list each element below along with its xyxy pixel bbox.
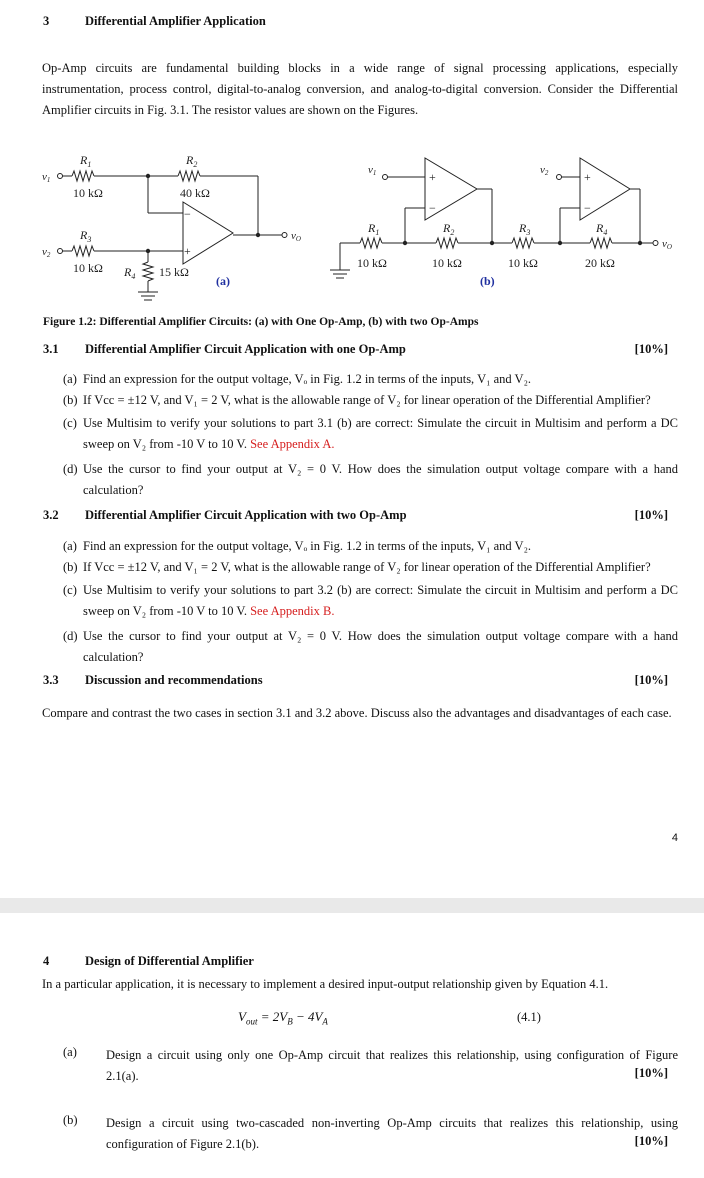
q-3-1-a: (a) Find an expression for the output voltage, Vₒ in Fig. 1.2 in terms of the inputs, V₁ and V₂. bbox=[63, 372, 532, 386]
section-4-intro: In a particular application, it is necessary to implement a desired input-output relationship given by Equation 4.1. bbox=[42, 977, 609, 991]
section-3-1-weight: [10%] bbox=[634, 342, 668, 356]
fig-a-tag: (a) bbox=[216, 274, 230, 288]
appendix-a-link[interactable]: See Appendix A. bbox=[250, 437, 335, 451]
fig-a-r2-value: 40 kΩ bbox=[180, 186, 210, 200]
opamp-a-plus: + bbox=[184, 244, 191, 258]
fig-b-v2-label: v2 bbox=[540, 164, 549, 177]
fig-b-r3-label: $R_3$ bbox=[519, 221, 531, 237]
fig-b-r2-value: 10 kΩ bbox=[432, 256, 462, 270]
opamp-b2-minus: − bbox=[584, 201, 591, 215]
section-4-number: 4 bbox=[43, 954, 50, 968]
fig-b-v1-label: v1 bbox=[368, 164, 377, 177]
figure-caption: Figure 1.2: Differential Amplifier Circuits: (a) with One Op-Amp, (b) with two Op-Amps bbox=[43, 316, 479, 328]
q-4-a-text: Design a circuit using only one Op-Amp circuit that realizes this relationship, using configuration of Figure 2.1(a). bbox=[106, 1048, 678, 1083]
q-3-1-d: (d) Use the cursor to find your output at V₂ = 0 V. How does the simulation output voltage compare with a hand calculation? bbox=[63, 462, 678, 497]
opamp-a-minus: − bbox=[184, 207, 191, 221]
opamp-b1-minus: − bbox=[429, 201, 436, 215]
fig-a-r3-value: 10 kΩ bbox=[73, 261, 103, 275]
fig-b-r4-value: 20 kΩ bbox=[585, 256, 615, 270]
appendix-b-link[interactable]: See Appendix B. bbox=[250, 604, 335, 618]
q-3-2-b: (b) If Vcc = ±12 V, and V₁ = 2 V, what is the allowable range of V₂ for linear operation of the Differential Amplifier? bbox=[63, 560, 651, 574]
q-4-a-tag: (a) bbox=[63, 1045, 77, 1059]
fig-b-r2-label: $R_2$ bbox=[443, 221, 455, 237]
equation-4-1: $V_{out} = 2V_B - 4V_A$ bbox=[238, 1009, 328, 1027]
section-3-2-weight: [10%] bbox=[634, 508, 668, 522]
fig-a-r4-value: 15 kΩ bbox=[159, 265, 189, 279]
fig-b-r1-value: 10 kΩ bbox=[357, 256, 387, 270]
section-3-2-number: 3.2 bbox=[43, 508, 59, 522]
fig-a-v1-label: v1 bbox=[42, 171, 51, 184]
fig-b-r3-value: 10 kΩ bbox=[508, 256, 538, 270]
fig-a-r4-label: $R_4$ bbox=[124, 265, 136, 281]
differential-amplifier-figure bbox=[0, 140, 704, 310]
fig-a-vo-label: vO bbox=[291, 230, 301, 243]
q-4-a-weight: [10%] bbox=[634, 1066, 668, 1080]
q-4-b-weight: [10%] bbox=[634, 1134, 668, 1148]
fig-a-v2-label: v2 bbox=[42, 246, 51, 259]
section-3-intro: Op-Amp circuits are fundamental building blocks in a wide range of signal processing applications, especially instrumentation, process control, digital-to-analog conversion, and analog-to-digital conversion. Consider the Differential Amplifier circuits in Fig. 3.1. The resistor values are shown on the Figures. bbox=[42, 61, 678, 117]
fig-a-r2-label: $R_2$ bbox=[186, 153, 198, 169]
section-3-3-text: Compare and contrast the two cases in section 3.1 and 3.2 above. Discuss also the advantages and disadvantages of each case. bbox=[42, 706, 672, 720]
opamp-b1-plus: + bbox=[429, 170, 436, 184]
page-number: 4 bbox=[671, 832, 678, 844]
fig-a-r1-label: $R_1$ bbox=[80, 153, 92, 169]
section-3-number: 3 bbox=[43, 14, 50, 28]
q-4-b-tag: (b) bbox=[63, 1113, 78, 1127]
fig-b-vo-label: vO bbox=[662, 238, 672, 251]
section-4-title: Design of Differential Amplifier bbox=[85, 954, 254, 968]
section-3-1-title: Differential Amplifier Circuit Application with one Op-Amp bbox=[85, 342, 406, 356]
section-3-3-weight: [10%] bbox=[634, 673, 668, 687]
section-3-3-number: 3.3 bbox=[43, 673, 59, 687]
section-3-3-title: Discussion and recommendations bbox=[85, 673, 263, 687]
section-3-1-number: 3.1 bbox=[43, 342, 59, 356]
section-3-title: Differential Amplifier Application bbox=[85, 14, 266, 28]
fig-b-r1-label: $R_1$ bbox=[368, 221, 380, 237]
q-3-2-a: (a) Find an expression for the output voltage, Vₒ in Fig. 1.2 in terms of the inputs, V₁ and V₂. bbox=[63, 539, 532, 553]
opamp-b2-plus: + bbox=[584, 170, 591, 184]
fig-b-tag: (b) bbox=[480, 274, 495, 288]
q-3-2-d: (d) Use the cursor to find your output at V₂ = 0 V. How does the simulation output voltage compare with a hand calculation? bbox=[63, 629, 678, 664]
q-3-1-c: (c) Use Multisim to verify your solutions to part 3.1 (b) are correct: Simulate the circuit in Multisim and perform a DC sweep on V₂ from -10 V to 10 V. See Appendix A. bbox=[63, 416, 678, 451]
page-2 bbox=[0, 913, 704, 1178]
fig-a-r1-value: 10 kΩ bbox=[73, 186, 103, 200]
equation-number: (4.1) bbox=[517, 1010, 541, 1024]
q-3-1-b: (b) If Vcc = ±12 V, and V₁ = 2 V, what is the allowable range of V₂ for linear operation of the Differential Amplifier? bbox=[63, 393, 651, 407]
q-3-2-c: (c) Use Multisim to verify your solutions to part 3.2 (b) are correct: Simulate the circuit in Multisim and perform a DC sweep on V₂ from -10 V to 10 V. See Appendix B. bbox=[63, 583, 678, 618]
fig-b-r4-label: $R_4$ bbox=[596, 221, 608, 237]
q-4-b-text: Design a circuit using two-cascaded non-inverting Op-Amp circuits that realizes this relationship, using configuration of Figure 2.1(b). bbox=[106, 1116, 678, 1151]
section-3-2-title: Differential Amplifier Circuit Application with two Op-Amp bbox=[85, 508, 407, 522]
fig-a-r3-label: $R_3$ bbox=[80, 228, 92, 244]
